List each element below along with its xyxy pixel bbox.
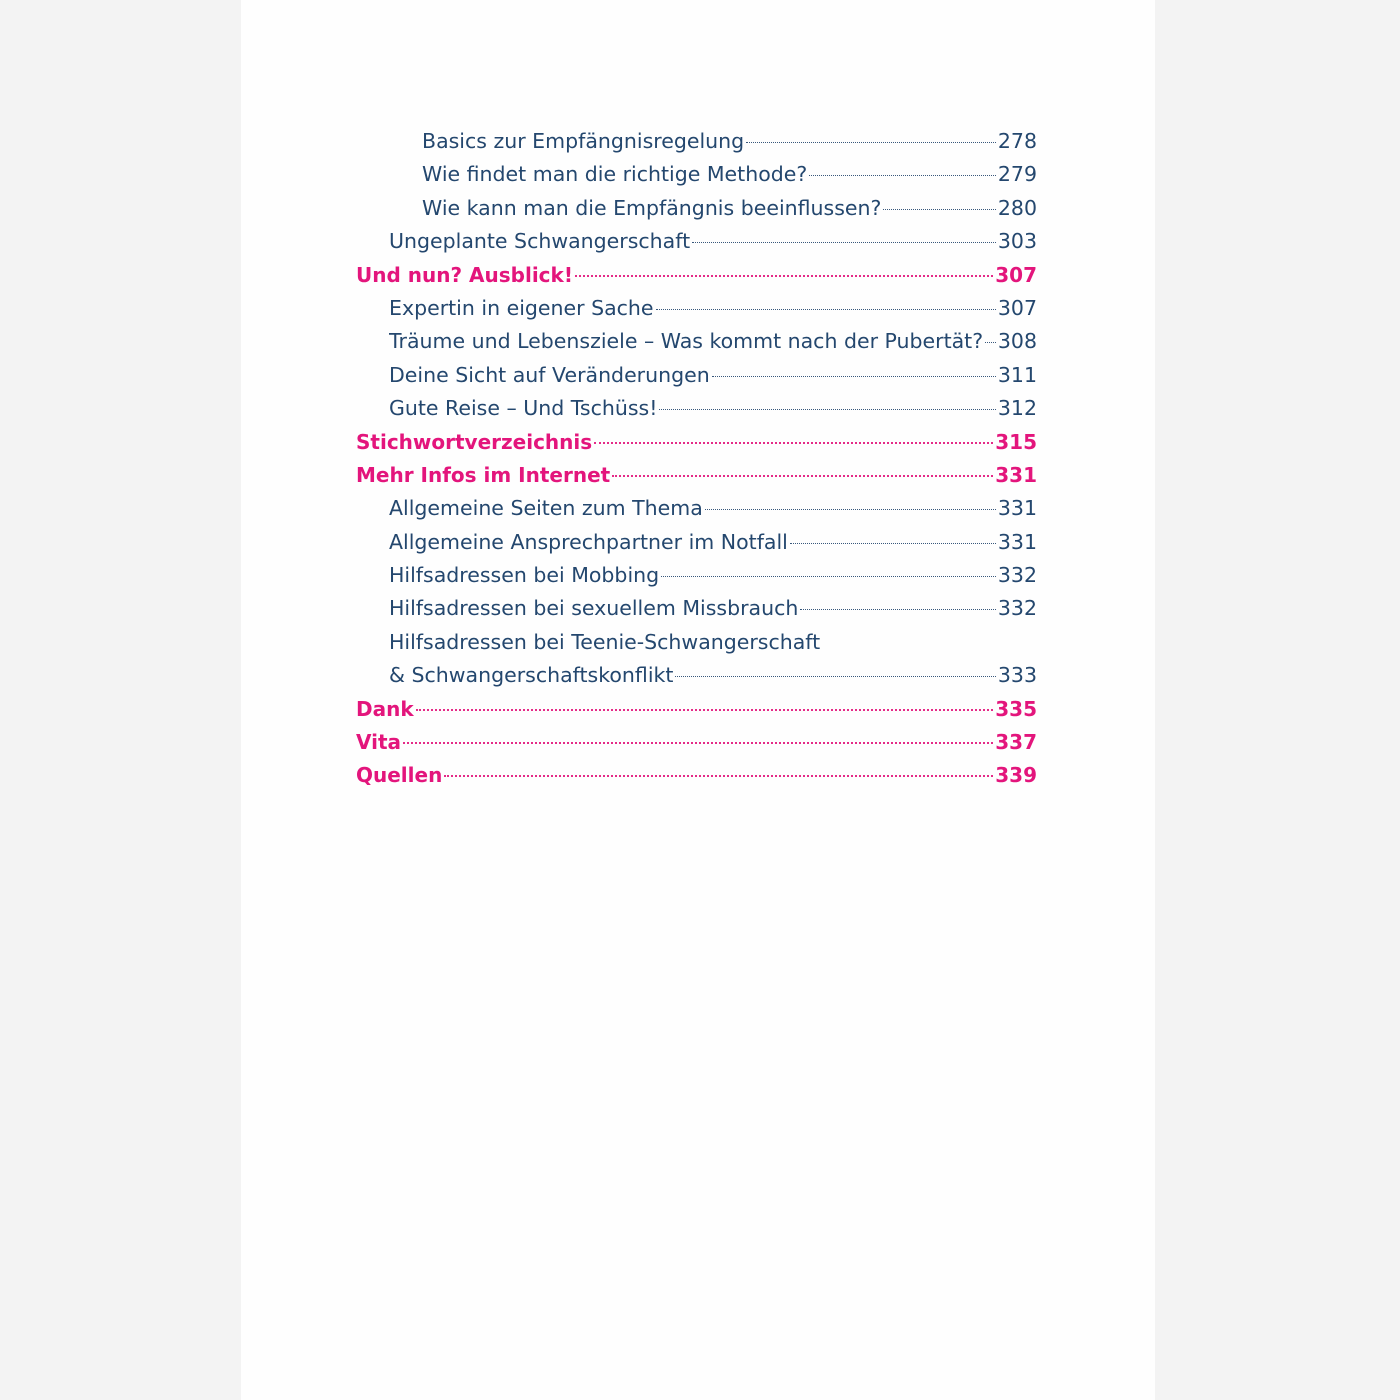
toc-chapter-page: 337 [995, 730, 1037, 755]
toc-leader-dots [403, 742, 993, 744]
toc-entry-page: 332 [997, 563, 1037, 588]
toc-leader-dots [790, 543, 996, 544]
toc-leader-dots [659, 409, 995, 410]
toc-entry-page: 333 [997, 663, 1037, 688]
toc-leader-dots [809, 175, 996, 176]
toc-entry-title: Wie findet man die richtige Methode? [422, 162, 808, 187]
toc-entry-title: Gute Reise – Und Tschüss! [389, 396, 658, 421]
toc-entry-title: Allgemeine Seiten zum Thema [389, 496, 703, 521]
toc-leader-dots [712, 376, 996, 377]
toc-entry [356, 359, 1037, 392]
toc-entry-first-line [356, 626, 1037, 659]
toc-entry [356, 292, 1037, 325]
toc-entry [356, 125, 1037, 158]
toc-leader-dots [692, 242, 996, 243]
toc-chapter [356, 693, 1037, 726]
toc-entry-continuation [356, 659, 1037, 692]
toc-leader-dots [800, 609, 996, 610]
toc-chapter-title: Stichwortverzeichnis [356, 429, 593, 454]
toc-entry [356, 492, 1037, 525]
toc-entry-title: Hilfsadressen bei Mobbing [389, 563, 660, 588]
toc-chapter-title: Vita [356, 730, 402, 755]
toc-leader-dots [594, 442, 993, 444]
toc-entry-title: Hilfsadressen bei Teenie-Schwangerschaft [389, 629, 821, 654]
toc-chapter-page: 339 [995, 763, 1037, 788]
toc-leader-dots [656, 309, 996, 310]
toc-entry-title: Expertin in eigener Sache [389, 295, 654, 320]
toc-entry-page: 308 [997, 329, 1037, 354]
toc-leader-dots [575, 275, 993, 277]
toc-chapter [356, 759, 1037, 792]
toc-entry-title: Deine Sicht auf Veränderungen [389, 362, 710, 387]
toc-entry [356, 392, 1037, 425]
toc-entry-title: Hilfsadressen bei sexuellem Missbrauch [389, 596, 799, 621]
toc-leader-dots [883, 209, 995, 210]
toc-entry-page: 311 [997, 362, 1037, 387]
toc-leader-dots [444, 775, 993, 777]
toc-entry-title: Basics zur Empfängnisregelung [422, 129, 745, 153]
toc-entry-page: 278 [997, 129, 1037, 153]
toc-entry-page: 280 [997, 195, 1037, 220]
toc-entry-page: 279 [997, 162, 1037, 187]
table-of-contents [356, 125, 1037, 793]
toc-leader-dots [746, 142, 996, 143]
toc-leader-dots [675, 676, 995, 677]
toc-leader-dots [705, 509, 996, 510]
toc-entry [356, 559, 1037, 592]
toc-chapter-page: 331 [995, 462, 1037, 487]
toc-chapter-title: Dank [356, 696, 414, 721]
toc-chapter [356, 726, 1037, 759]
toc-chapter-title: Mehr Infos im Internet [356, 462, 611, 487]
toc-chapter-page: 315 [995, 429, 1037, 454]
toc-entry [356, 225, 1037, 258]
toc-chapter-page: 335 [995, 696, 1037, 721]
toc-entry-title: Ungeplante Schwangerschaft [389, 229, 691, 254]
toc-entry-title-line2: & Schwangerschaftskonflikt [389, 663, 674, 688]
toc-entry [356, 526, 1037, 559]
toc-entry [356, 158, 1037, 191]
toc-chapter [356, 259, 1037, 292]
toc-entry-page: 307 [997, 295, 1037, 320]
toc-entry-page: 303 [997, 229, 1037, 254]
toc-entry-title: Träume und Lebensziele – Was kommt nach der Pubertät? [389, 329, 984, 354]
toc-entry-title: Wie kann man die Empfängnis beeinflussen? [422, 195, 882, 220]
toc-chapter [356, 426, 1037, 459]
toc-chapter [356, 459, 1037, 492]
toc-leader-dots [661, 576, 996, 577]
toc-entry-page: 331 [997, 496, 1037, 521]
toc-chapter-title: Und nun? Ausblick! [356, 262, 573, 287]
toc-entry-title: Allgemeine Ansprechpartner im Notfall [389, 529, 788, 554]
toc-chapter-page: 307 [995, 262, 1037, 287]
toc-entry-page: 331 [997, 529, 1037, 554]
toc-entry-page: 312 [997, 396, 1037, 421]
toc-entry [356, 592, 1037, 625]
toc-leader-dots [985, 342, 996, 343]
toc-leader-dots [612, 475, 993, 477]
toc-entry [356, 325, 1037, 358]
toc-leader-dots [416, 709, 994, 711]
toc-entry-page: 332 [997, 596, 1037, 621]
toc-entry [356, 192, 1037, 225]
toc-chapter-title: Quellen [356, 763, 443, 788]
